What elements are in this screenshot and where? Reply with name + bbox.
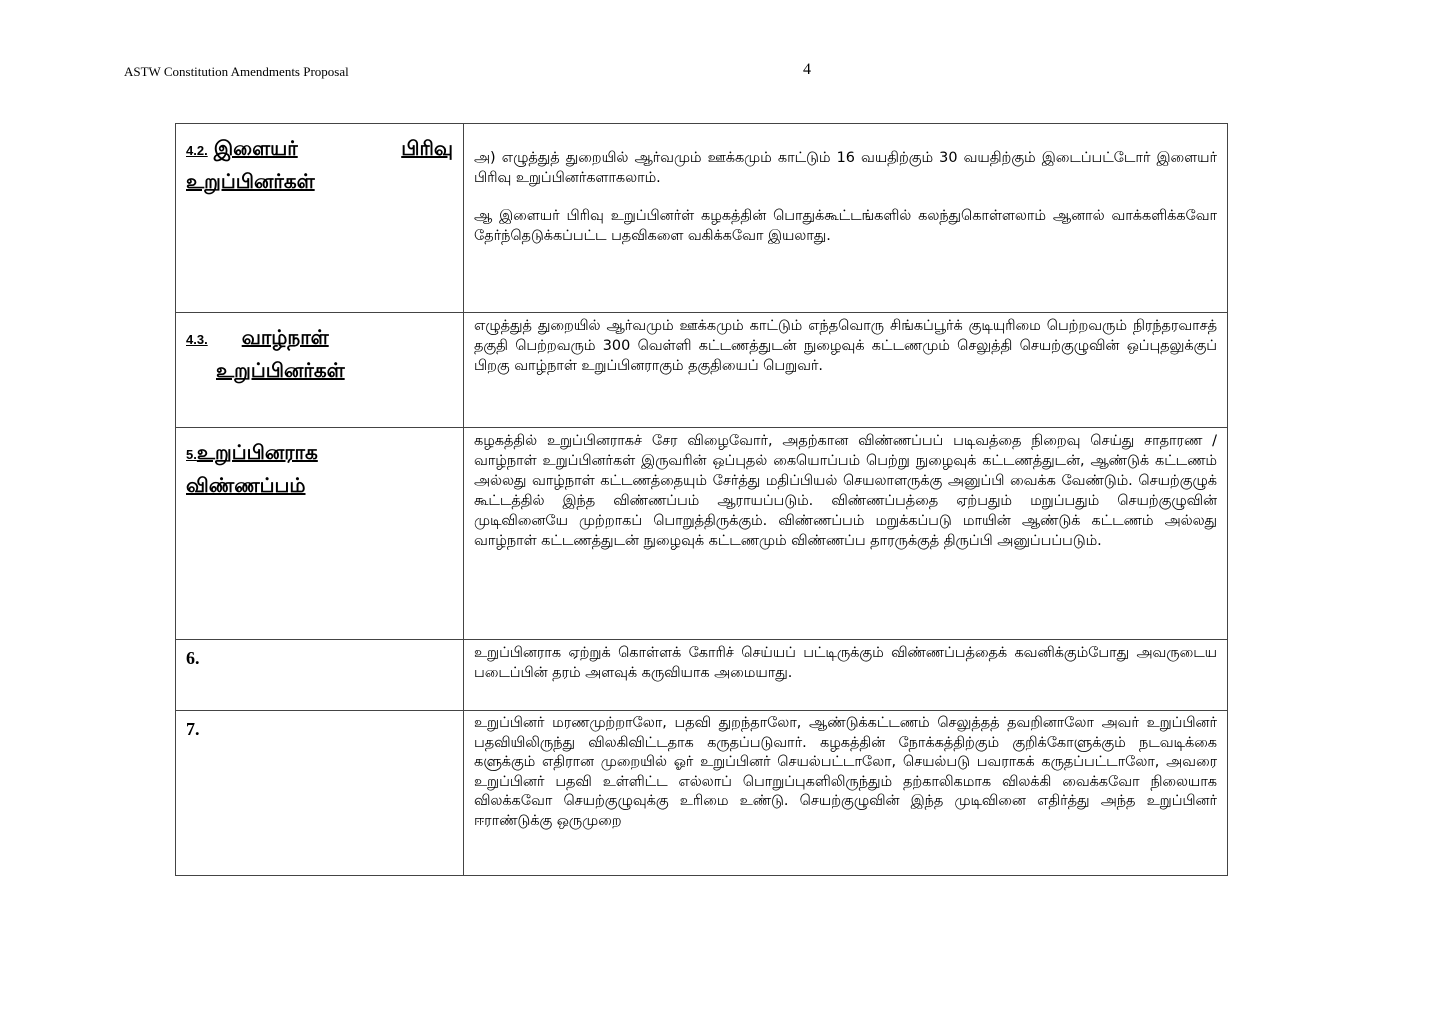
section-number: 5. [186, 447, 197, 462]
section-paragraph: அ) எழுத்துத் துறையில் ஆர்வமும் ஊக்கமும் காட்டும் 16 வயதிற்கும் 30 வயதிற்கும் இடைப்பட்டோர் இளையர் பிரிவு உறுப்பினர்களாகலாம். [474, 150, 1217, 186]
section-number: 6. [186, 648, 200, 668]
section-label-cell [176, 428, 464, 640]
section-paragraph: கழகத்தில் உறுப்பினராகச் சேர விழைவோர், அதற்கான விண்ணப்பப் படிவத்தை நிறைவு செய்து சாதாரண / வாழ்நாள் உறுப்பினர்கள் இருவரின் ஒப்புதல் கையொப்பம் பெற்று நுழைவுக் கட்டணத்துடன், ஆண்டுக் கட்டணம் அல்லது வாழ்நாள் கட்டணத்தையும் சேர்த்து மதிப்பியல் செயலாளருக்கு அனுப்பி வைக்க வேண்டும். செயற்குழுக் கூட்டத்தில் இந்த விண்ணப்பம் ஆராயப்படும். விண்ணப்பத்தை ஏற்பதும் மறுப்பதும் செயற்குழுவின் முடிவினையே முற்றாகப் பொறுத்திருக்கும். விண்ணப்பம் மறுக்கப்படு மாயின் ஆண்டுக் கட்டணம் அல்லது வாழ்நாள் கட்டணத்துடன் நுழைவுக் கட்டணமும் விண்ணப்ப தாரருக்குத் திருப்பி அனுப்பப்படும். [474, 433, 1217, 549]
table-row [176, 640, 1228, 711]
section-label-cell [176, 313, 464, 428]
section-body-cell [464, 640, 1228, 711]
document-header-title: ASTW Constitution Amendments Proposal [124, 64, 349, 79]
table-row [176, 711, 1228, 876]
section-title: உறுப்பினராக [196, 440, 318, 464]
section-number: 4.2. [186, 143, 208, 158]
section-paragraph: எழுத்துத் துறையில் ஆர்வமும் ஊக்கமும் காட்டும் எந்தவொரு சிங்கப்பூர்க் குடியுரிமை பெற்றவரும் நிரந்தரவாசத் தகுதி பெற்றவரும் 300 வெள்ளி கட்டணத்துடன் நுழைவுக் கட்டணமும் செலுத்தி செயற்குழுவின் ஒப்புதலுக்குப் பிறகு வாழ்நாள் உறுப்பினராகும் தகுதியைப் பெறுவர். [474, 318, 1217, 374]
table-row [176, 313, 1228, 428]
table-row [176, 124, 1228, 313]
section-title: விண்ணப்பம் [186, 473, 306, 497]
section-body-cell [464, 428, 1228, 640]
section-label-cell [176, 640, 464, 711]
section-paragraph: உறுப்பினராக ஏற்றுக் கொள்ளக் கோரிச் செய்யப் பட்டிருக்கும் விண்ணப்பத்தைக் கவனிக்கும்போது அவருடைய படைப்பின் தரம் அளவுக் கருவியாக அமையாது. [474, 645, 1217, 681]
section-title: உறுப்பினர்கள் [186, 169, 315, 193]
page-number: 4 [803, 61, 811, 78]
section-title: இளையர் [213, 136, 298, 160]
section-title: பிரிவு [401, 136, 453, 160]
section-paragraph: ஆ இளையர் பிரிவு உறுப்பினர்ள் கழகத்தின் பொதுக்கூட்டங்களில் கலந்துகொள்ளலாம் ஆனால் வாக்களிக்கவோ தேர்ந்தெடுக்கப்பட்ட பதவிகளை வகிக்கவோ இயலாது. [474, 208, 1217, 244]
constitution-table [175, 123, 1228, 876]
section-number: 7. [186, 719, 200, 739]
section-title: உறுப்பினர்கள் [216, 358, 345, 382]
section-title: வாழ்நாள் [241, 325, 329, 349]
section-body-cell [464, 124, 1228, 313]
section-label-cell [176, 711, 464, 876]
section-body-cell [464, 313, 1228, 428]
table-row [176, 428, 1228, 640]
section-body-cell [464, 711, 1228, 876]
section-label-cell [176, 124, 464, 313]
section-paragraph: உறுப்பினர் மரணமுற்றாலோ, பதவி துறந்தாலோ, ஆண்டுக்கட்டணம் செலுத்தத் தவறினாலோ அவர் உறுப்பினர் பதவியிலிருந்து விலகிவிட்டதாக கருதப்படுவார். கழகத்தின் நோக்கத்திற்கும் குறிக்கோளுக்கும் நடவடிக்கை களுக்கும் எதிரான முறையில் ஓர் உறுப்பினர் செயல்பட்டாலோ, செயல்படு பவராகக் கருதப்பட்டாலோ, அவரை உறுப்பினர் பதவி உள்ளிட்ட எல்லாப் பொறுப்புகளிலிருந்தும் தற்காலிகமாக விலக்கி வைக்கவோ நிலையாக விலக்கவோ செயற்குழுவுக்கு உரிமை உண்டு. செயற்குழுவின் இந்த முடிவினை எதிர்த்து அந்த உறுப்பினர் ஈராண்டுக்கு ஒருமுறை [474, 715, 1217, 829]
section-number: 4.3. [186, 332, 208, 347]
